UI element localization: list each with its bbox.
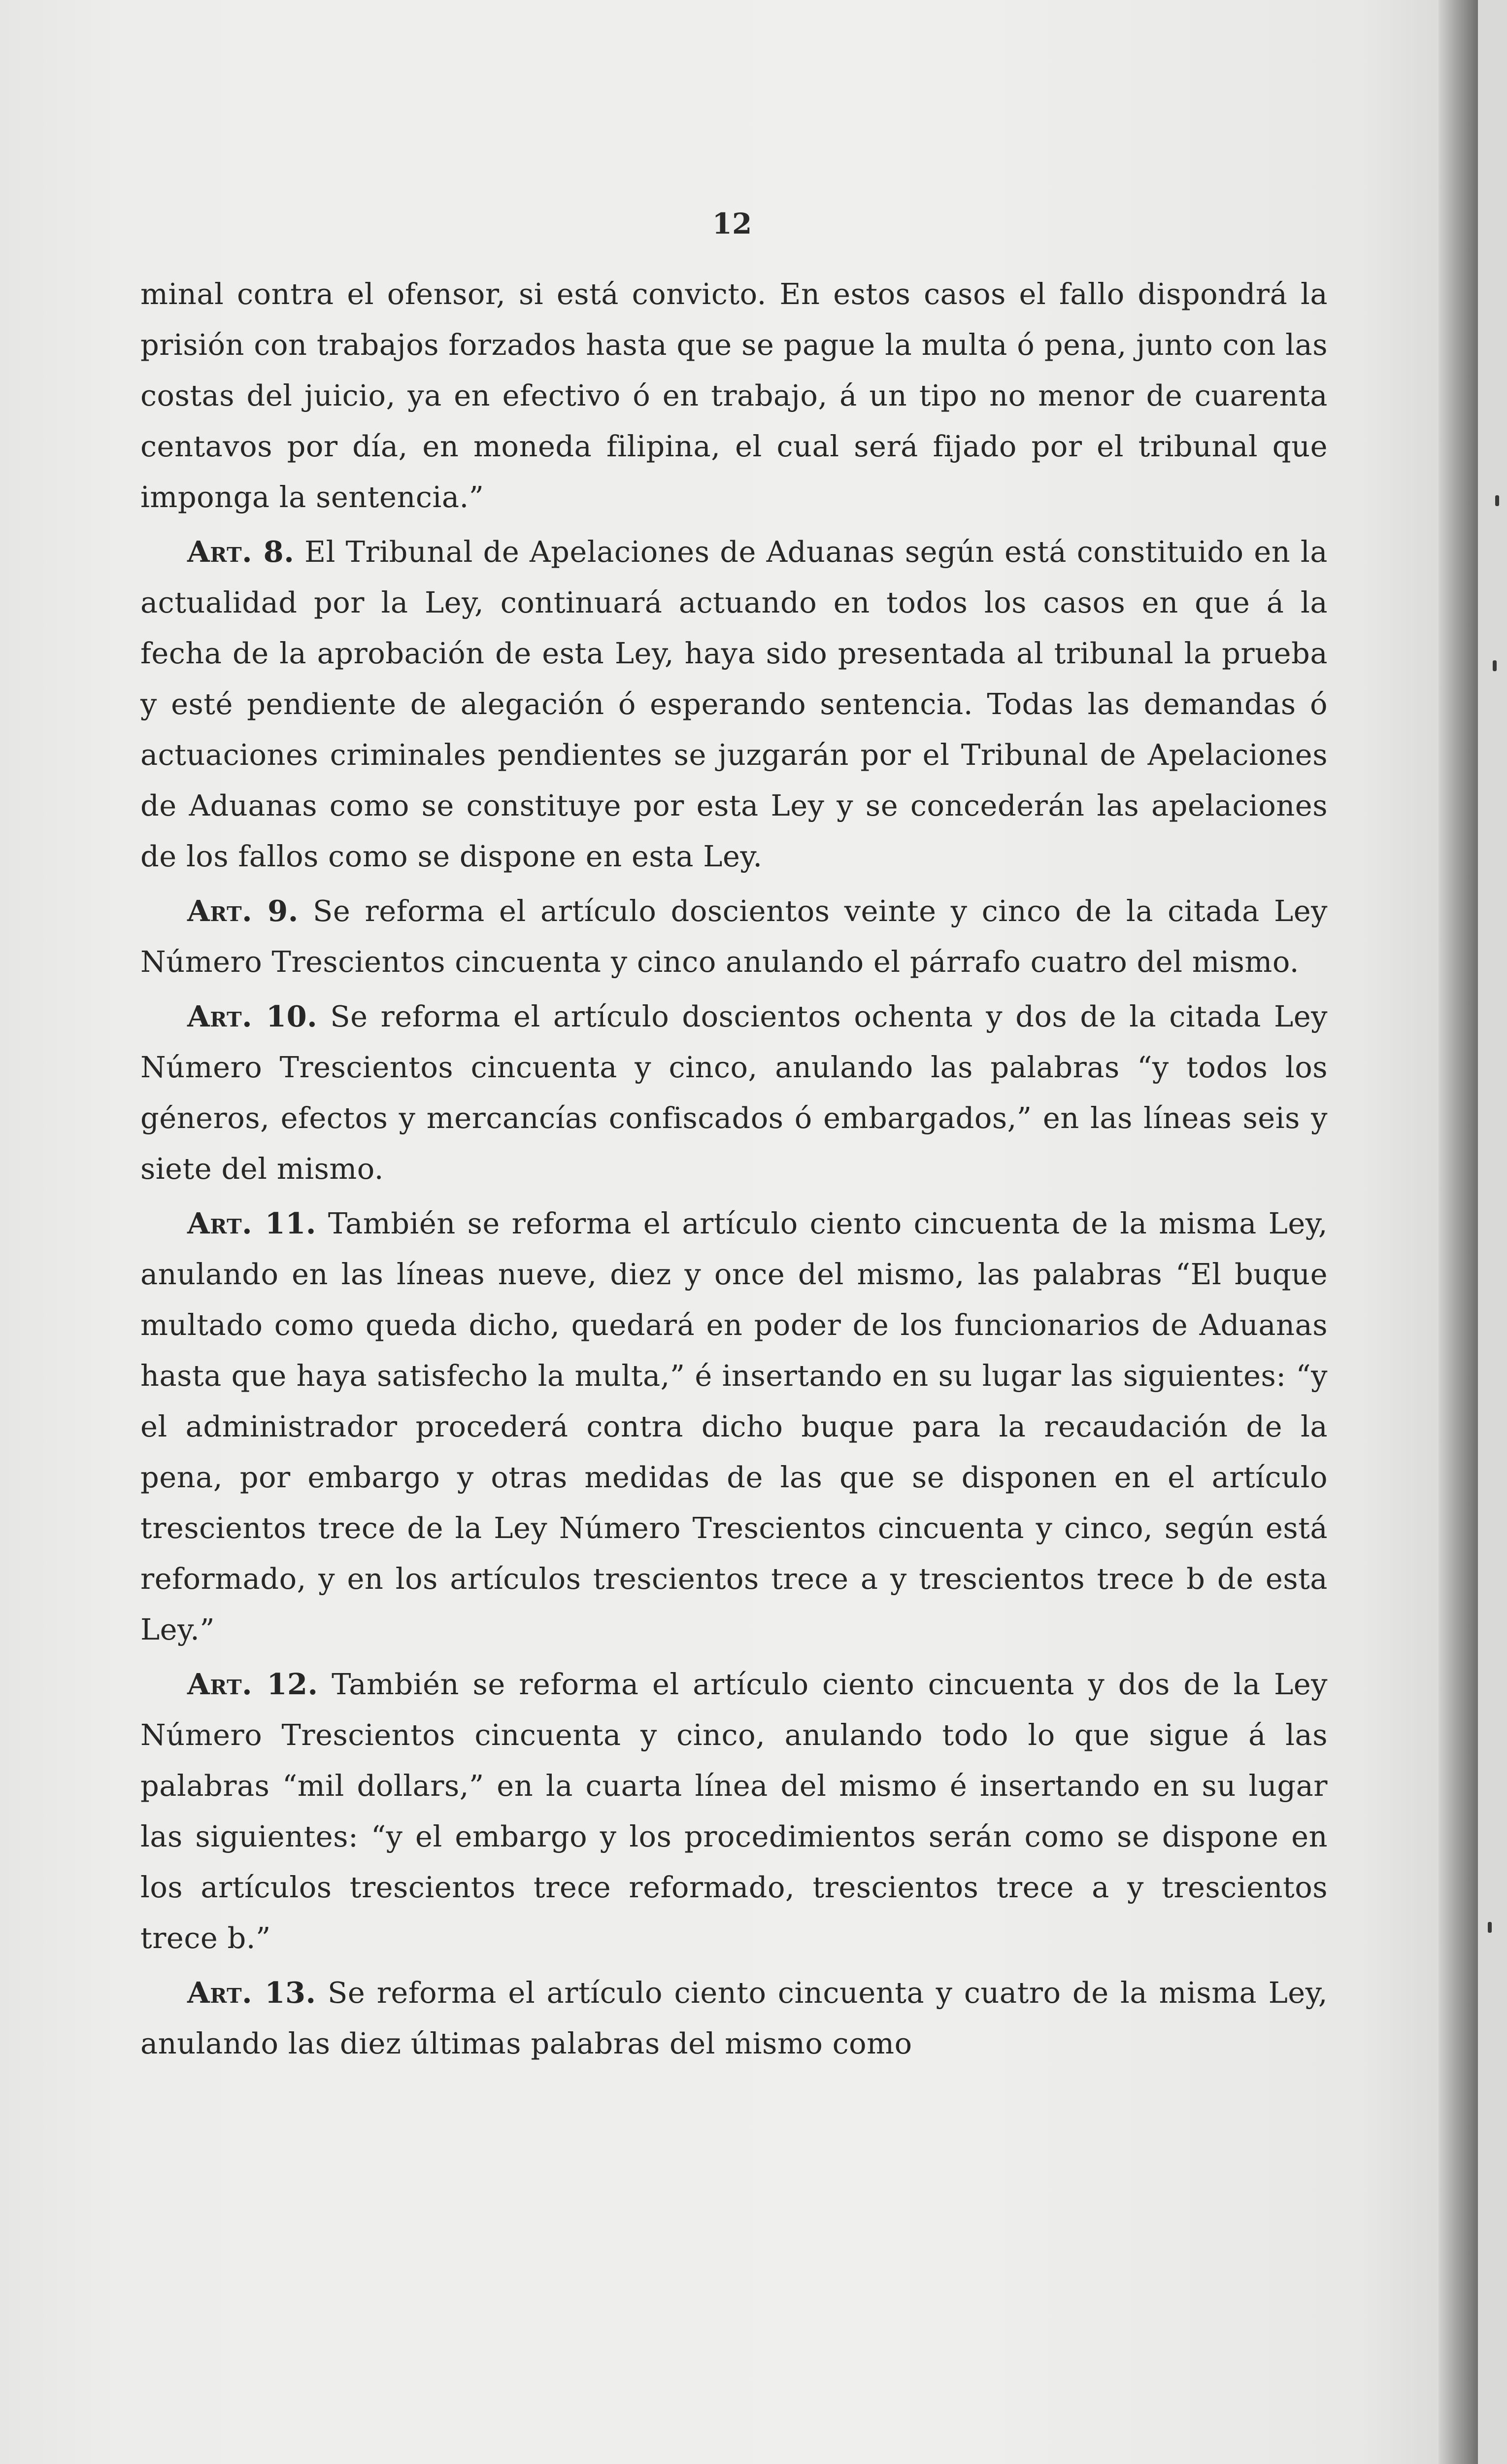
- article-text: Se reforma el artículo doscientos ochenta y dos de la citada Ley Número Trescientos cincuenta y cinco, anulando las palabras “y todos los géneros, efectos y mercancías confiscados ó embargados,” en las líneas seis y siete del mismo.: [140, 999, 1328, 1186]
- page-edge-shadow: [1439, 0, 1478, 2464]
- body-text: [140, 269, 1328, 2069]
- article-label: Art. 10.: [187, 999, 318, 1033]
- article-8: [140, 526, 1328, 882]
- article-label: Art. 9.: [187, 894, 299, 928]
- article-label: Art. 12.: [187, 1667, 318, 1701]
- article-text: Se reforma el artículo ciento cincuenta y cuatro de la misma Ley, anulando las diez últimas palabras del mismo como: [140, 1976, 1328, 2060]
- article-label: Art. 11.: [187, 1206, 316, 1240]
- article-13: [140, 1967, 1328, 2069]
- article-label: Art. 8.: [187, 535, 295, 569]
- article-11: [140, 1198, 1328, 1655]
- article-text: También se reforma el artículo ciento cincuenta y dos de la Ley Número Trescientos cincuenta y cinco, anulando todo lo que sigue á las palabras “mil dollars,” en la cuarta línea del mismo é insertando en su lugar las siguientes: “y el embargo y los procedimientos serán como se dispone en los artículos trescientos trece reformado, trescientos trece a y trescientos trece b.”: [140, 1667, 1328, 1955]
- margin-mark: [1488, 1922, 1492, 1933]
- article-label: Art. 13.: [187, 1976, 316, 2010]
- article-12: [140, 1659, 1328, 1963]
- article-9: [140, 886, 1328, 987]
- page-number: 12: [712, 207, 752, 240]
- article-text: El Tribunal de Apelaciones de Aduanas según está constituido en la actualidad por la Ley, continuará actuando en todos los casos en que á la fecha de la aprobación de esta Ley, haya sido presentada al tribunal la prueba y esté pendiente de alegación ó esperando sentencia. Todas las demandas ó actuaciones criminales pendientes se juzgarán por el Tribunal de Apelaciones de Aduanas como se constituye por esta Ley y se concederán las apelaciones de los fallos como se dispone en esta Ley.: [140, 535, 1328, 873]
- article-10: [140, 991, 1328, 1194]
- article-text: Se reforma el artículo doscientos veinte y cinco de la citada Ley Número Trescientos cincuenta y cinco anulando el párrafo cuatro del mismo.: [140, 894, 1328, 979]
- margin-mark: [1495, 495, 1499, 506]
- article-text: También se reforma el artículo ciento cincuenta de la misma Ley, anulando en las líneas nueve, diez y once del mismo, las palabras “El buque multado como queda dicho, quedará en poder de los funcionarios de Aduanas hasta que haya satisfecho la multa,” é insertando en su lugar las siguientes: “y el administrador procederá contra dicho buque para la recaudación de la pena, por embargo y otras medidas de las que se disponen en el artículo trescientos trece de la Ley Número Trescientos cincuenta y cinco, según está reformado, y en los artículos trescientos trece a y trescientos trece b de esta Ley.”: [140, 1206, 1328, 1646]
- paragraph-continuation: minal contra el ofensor, si está convicto. En estos casos el fallo dispondrá la prisión con trabajos forzados hasta que se pague la multa ó pena, junto con las costas del juicio, ya en efectivo ó en trabajo, á un tipo no menor de cuarenta centavos por día, en moneda filipina, el cual será fijado por el tribunal que imponga la sentencia.”: [140, 277, 1328, 514]
- margin-mark: [1493, 660, 1497, 671]
